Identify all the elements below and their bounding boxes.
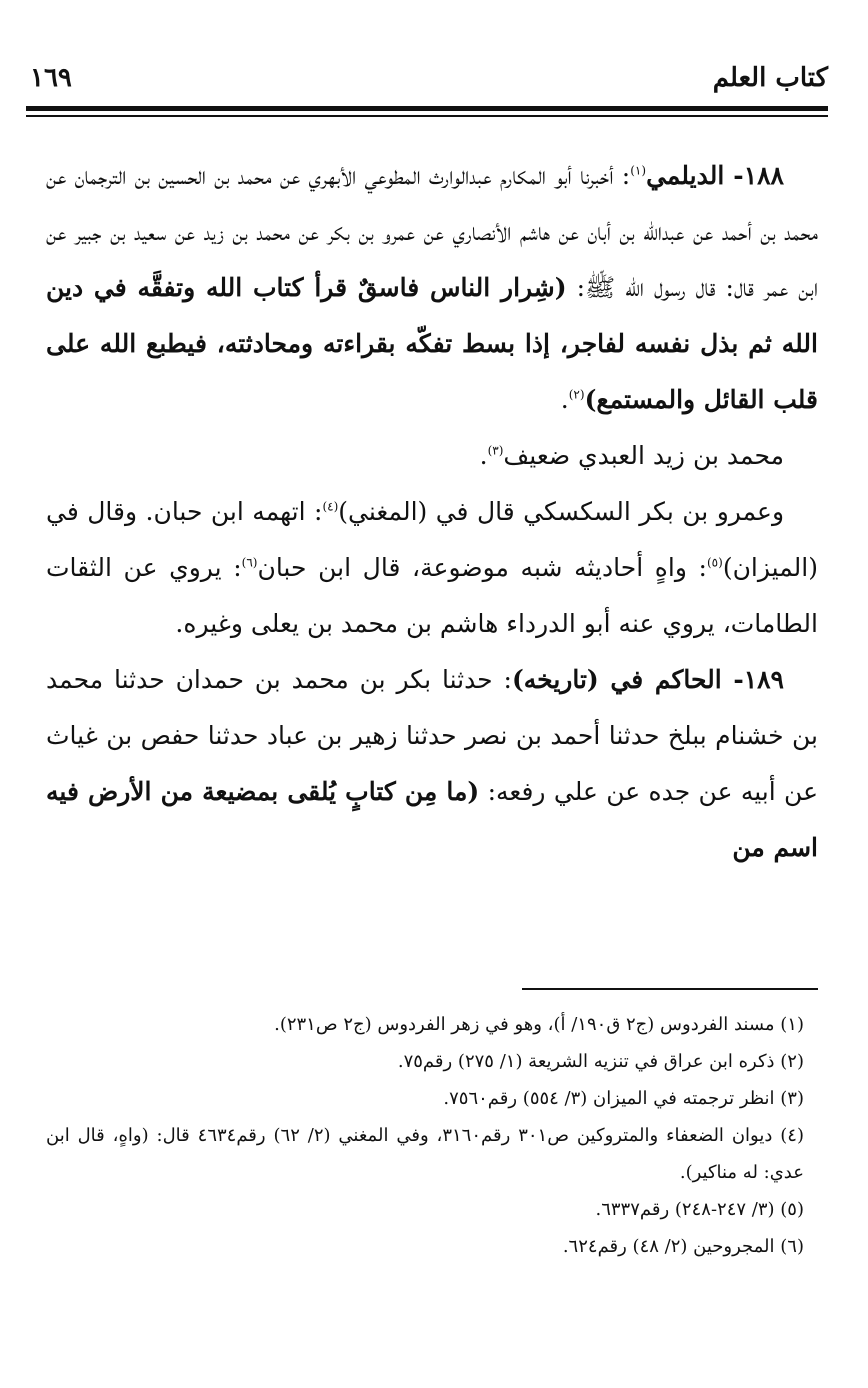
narrator-note-2 [46,484,818,652]
footnote-1: (١) مسند الفردوس (ج٢ ق١٩٠/ أ)، وهو في زهر الفردوس (ج٢ ص٢٣١). [274,1014,804,1035]
hadith-text: (شِرار الناس فاسقٌ قرأ كتاب الله وتفقَّه في دين الله ثم بذل نفسه لفاجر، إذا بسط تفكّه بقراءته ومحادثته، فيطبع الله على قلب القائل والمستمع) [46,273,818,414]
note-text: : اتهمه ابن حبان. وقال في (الميزان) [46,497,818,582]
footnote-3: (٣) انظر ترجمته في الميزان (٣/ ٥٥٤) رقم٧٥٦٠. [443,1088,804,1109]
punctuation: . [479,441,488,470]
entry-188 [46,148,818,428]
entry-number: ١٨٩- [721,665,784,694]
header-rule-thick [26,106,828,111]
punctuation: . [560,385,569,414]
source-name: الحاكم في (تاريخه) [511,665,722,694]
isnad-text: : حدثنا بكر بن محمد بن حمدان حدثنا محمد بن خشنام ببلخ حدثنا أحمد بن نصر حدثنا زهير بن عباد حدثنا حفص بن غياث عن أبيه عن جده عن علي رفعه: [46,665,819,806]
entry-number: ١٨٨- [724,161,784,190]
entry-189 [46,652,818,876]
narrator-note-1 [46,428,818,484]
footnote-separator [522,988,818,990]
footnote-ref: (٣) [487,443,504,458]
note-text: محمد بن زيد العبدي ضعيف [503,441,784,470]
page-header [30,58,828,98]
footnote-4: (٤) ديوان الضعفاء والمتروكين ص٣٠١ رقم٣١٦٠، وفي المغني (٢/ ٦٢) رقم٤٦٣٤ قال: (واهٍ، قال ابن عدي: له مناكير). [46,1125,804,1183]
page-number: ١٦٩ [30,63,72,93]
source-name: الديلمي [646,161,725,190]
footnote-2: (٢) ذكره ابن عراق في تنزيه الشريعة (١/ ٢٧٥) رقم٧٥. [397,1051,804,1072]
footnote-6: (٦) المجروحين (٢/ ٤٨) رقم٦٢٤. [562,1236,804,1257]
footnote-ref: (٤) [322,499,339,514]
note-text: : يروي عن الثقات الطامات، يروي عنه أبو الدرداء هاشم بن محمد بن يعلى وغيره. [46,553,818,638]
footnote-ref: (٢) [568,387,585,402]
main-text [46,148,818,876]
isnad-text: : أخبرنا أبو المكارم عبدالوارث المطوعي الأبهري عن محمد بن الحسين بن الترجمان عن محمد بن أحمد عن عبدالله بن أبان عن هاشم الأنصاري عن عمرو بن بكر عن محمد بن زيد عن سعيد بن جبير عن ابن عمر قال: قال رسول الله ﷺ: [46,161,819,302]
footnote-5: (٥) (٣/ ٢٤٧-٢٤٨) رقم٦٣٣٧. [595,1199,804,1220]
hadith-text: (ما مِن كتابٍ يُلقى بمضيعة من الأرض فيه اسم من [46,777,818,862]
running-title: كتاب العلم [712,63,828,93]
header-rule-thin [26,115,828,117]
footnote-ref: (٦) [241,555,258,570]
note-text: : واهٍ أحاديثه شبه موضوعة، قال ابن حبان [257,553,707,582]
footnote-ref: (١) [630,163,647,178]
footnotes [46,1006,818,1265]
footnote-ref: (٥) [706,555,723,570]
note-text: وعمرو بن بكر السكسكي قال في (المغني) [338,497,785,526]
